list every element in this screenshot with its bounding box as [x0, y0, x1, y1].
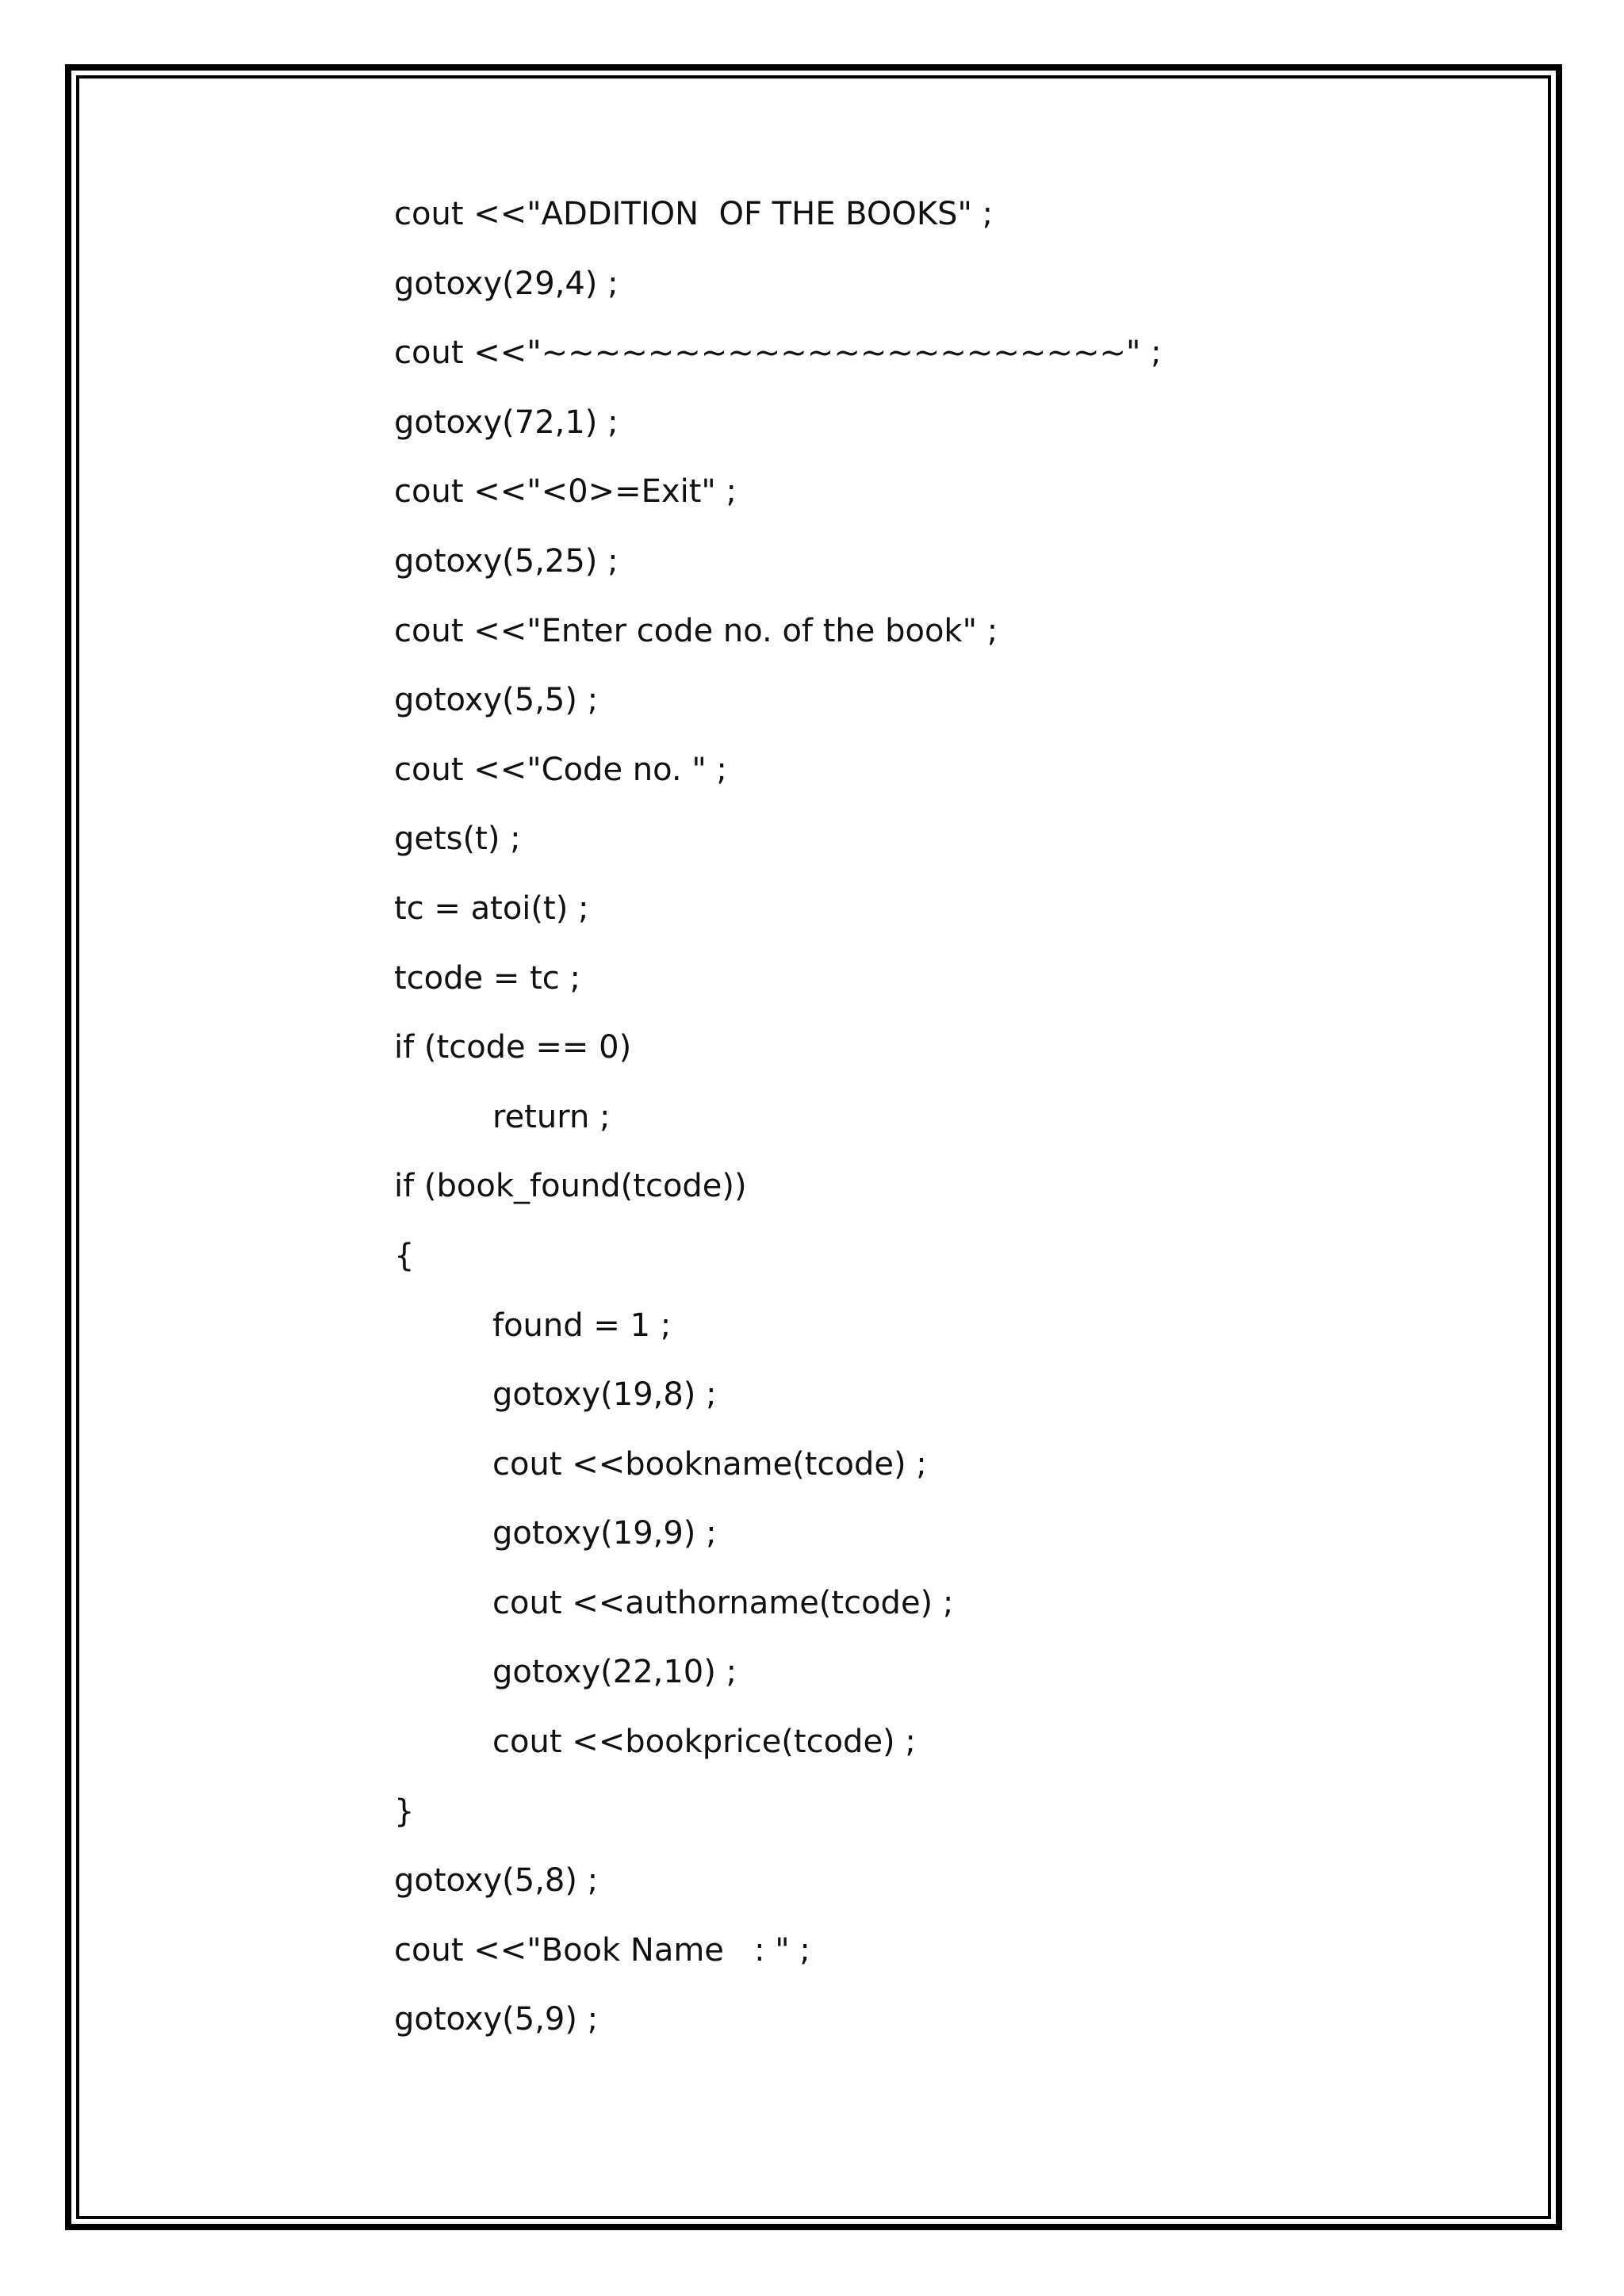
code-line: if (book_found(tcode)) — [394, 1168, 747, 1205]
code-line: cout <<bookname(tcode) ; — [492, 1445, 927, 1483]
code-line: gotoxy(19,9) ; — [492, 1515, 717, 1552]
code-line: return ; — [492, 1098, 611, 1135]
code-line: gotoxy(29,4) ; — [394, 265, 619, 302]
code-line: gotoxy(5,9) ; — [394, 2001, 599, 2038]
code-line: gotoxy(22,10) ; — [492, 1654, 737, 1691]
code-line: found = 1 ; — [492, 1307, 672, 1344]
code-line: cout <<"Enter code no. of the book" ; — [394, 612, 998, 649]
code-listing — [394, 190, 1162, 2065]
code-line: gotoxy(5,5) ; — [394, 682, 599, 719]
code-line: gotoxy(72,1) ; — [394, 404, 619, 441]
code-line: cout <<"~~~~~~~~~~~~~~~~~~~~~~" ; — [394, 335, 1162, 372]
code-line: cout <<authorname(tcode) ; — [492, 1584, 954, 1621]
code-line: gotoxy(5,8) ; — [394, 1862, 599, 1900]
code-line: gets(t) ; — [394, 821, 521, 858]
code-line: if (tcode == 0) — [394, 1029, 632, 1066]
code-line: tc = atoi(t) ; — [394, 890, 589, 927]
code-line: gotoxy(5,25) ; — [394, 542, 619, 580]
code-line: cout <<bookprice(tcode) ; — [492, 1724, 916, 1761]
code-line: tcode = tc ; — [394, 959, 580, 997]
code-line: cout <<"Code no. " ; — [394, 751, 727, 788]
code-line: cout <<"ADDITION OF THE BOOKS" ; — [394, 196, 994, 232]
code-line: gotoxy(19,8) ; — [492, 1376, 717, 1414]
code-line: cout <<"Book Name : " ; — [394, 1931, 810, 1969]
code-line: cout <<"<0>=Exit" ; — [394, 473, 737, 511]
code-line: { — [394, 1237, 415, 1274]
code-line: } — [394, 1793, 415, 1830]
